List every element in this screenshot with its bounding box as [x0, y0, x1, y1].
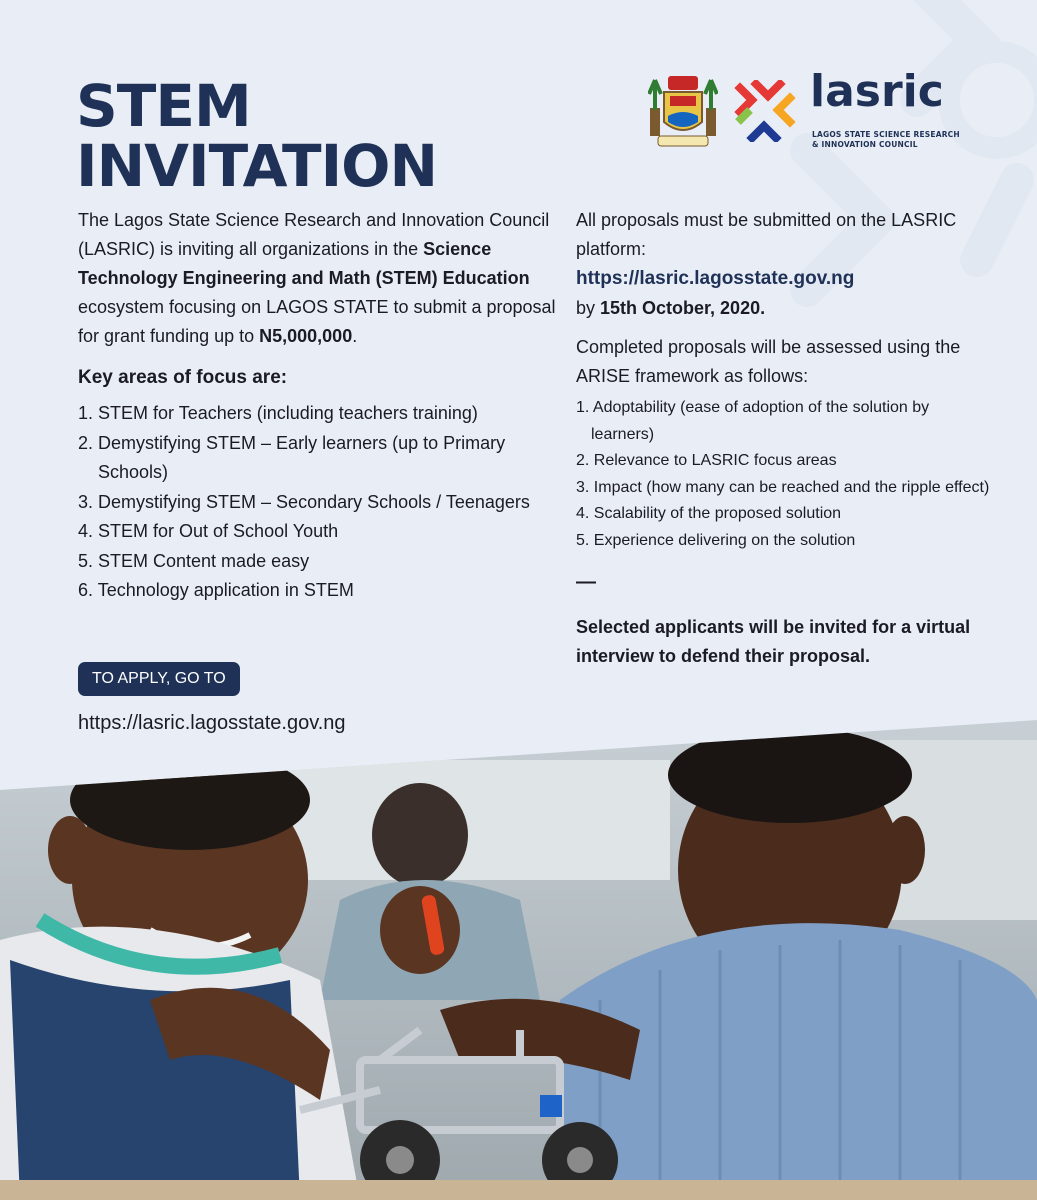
selected-note: Selected applicants will be invited for a virtual interview to defend their proposal.	[576, 616, 971, 666]
list-item: 4. Scalability of the proposed solution	[576, 505, 842, 523]
grant-amount: N5,000,000	[259, 326, 353, 346]
title-line-1: STEM	[76, 72, 251, 140]
assessment-text: Completed proposals will be assessed using the ARISE framework as follows:	[576, 337, 961, 386]
deadline: 15th October, 2020.	[600, 298, 766, 318]
lasric-wordmark: lasric	[810, 66, 944, 117]
submission-link[interactable]: https://lasric.lagosstate.gov.ng	[576, 268, 855, 289]
list-item: 1. Adoptability (ease of adoption of the solution by learners)	[576, 399, 930, 443]
list-item: 3. Impact (how many can be reached and the ripple effect)	[576, 478, 990, 496]
list-item: 5. Experience delivering on the solution	[576, 531, 856, 549]
list-item: 2. Relevance to LASRIC focus areas	[576, 452, 837, 470]
divider: —	[576, 570, 596, 593]
title-line-2: INVITATION	[76, 132, 438, 200]
key-areas-title: Key areas of focus are:	[78, 367, 288, 388]
submission-text: All proposals must be submitted on the LASRIC platform:	[576, 210, 957, 259]
list-item: 3. Demystifying STEM – Secondary Schools / Teenagers	[78, 491, 530, 512]
list-item: 4. STEM for Out of School Youth	[78, 521, 339, 541]
list-item: 1. STEM for Teachers (including teachers training)	[78, 403, 478, 423]
apply-button[interactable]: TO APPLY, GO TO	[78, 662, 240, 696]
deadline-line: by 15th October, 2020.	[576, 298, 766, 318]
lasric-subtitle: LAGOS STATE SCIENCE RESEARCH & INNOVATION COUNCIL	[812, 130, 960, 149]
intro-paragraph: The Lagos State Science Research and Innovation Council (LASRIC) is inviting all organizations in the Science Technology Engineering and Math (STEM) Education ecosystem focusing on LAGOS STATE to submit a proposal for grant funding up to N5,000,000.	[78, 210, 556, 346]
list-item: 6. Technology application in STEM	[78, 580, 354, 600]
list-item: 5. STEM Content made easy	[78, 550, 310, 571]
list-item: 2. Demystifying STEM – Early learners (up to Primary Schools)	[78, 432, 506, 482]
apply-link[interactable]: https://lasric.lagosstate.gov.ng	[78, 712, 346, 734]
